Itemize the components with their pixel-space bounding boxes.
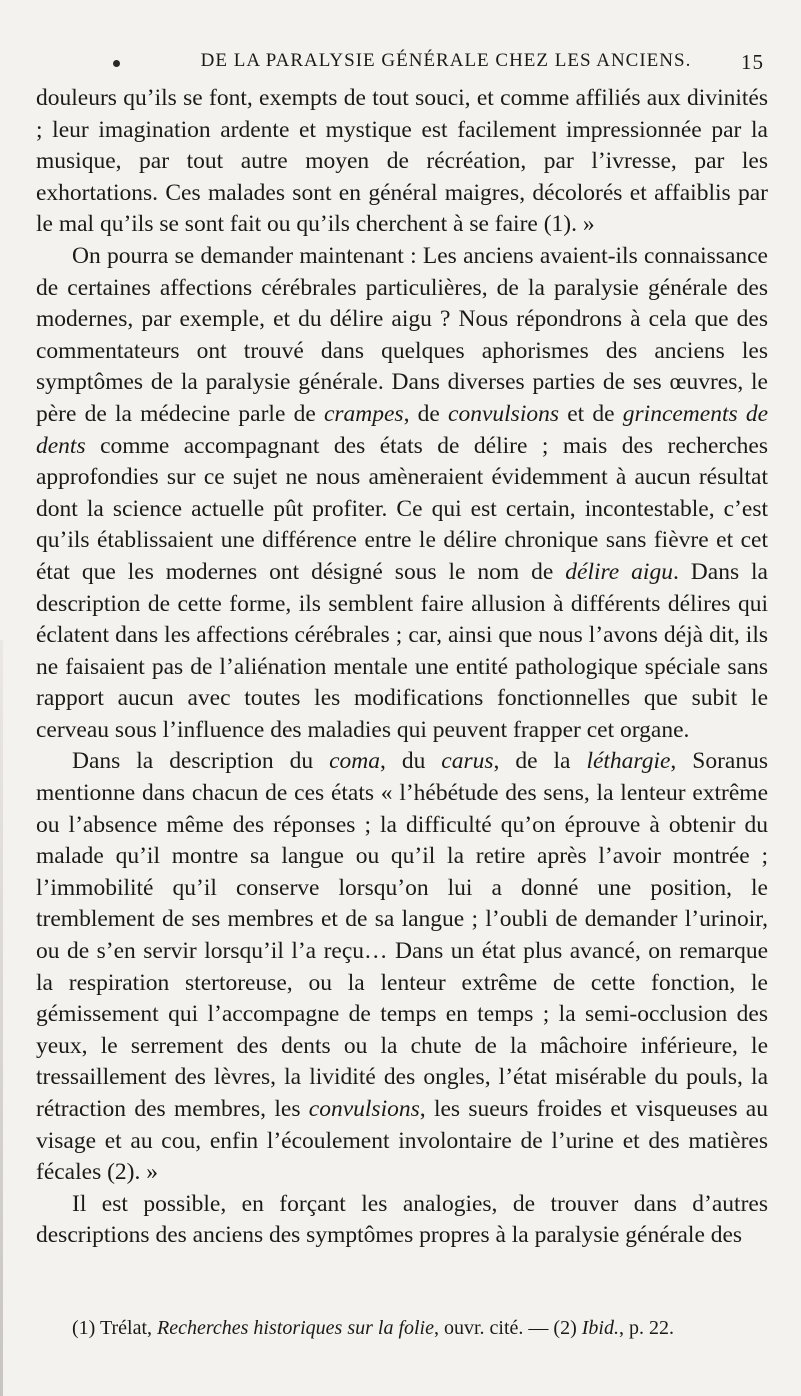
text-run: , Soranus mentionne dans chacun de ces états « l’hébétude des sens, la lenteur extrême ou l’absence même des réponses ; la difficulté qu’on éprouve à obtenir du malade qu’il montre sa langue ou qu’il la retire après l’avoir montrée ; l’immobilité qu’il conserve lorsqu’on lui a donné une position, le tremblement de ses membres et de sa langue ; l’oubli de demander l’urinoir, ou de s’en servir lorsqu’il l’a reçu… Dans un état plus avancé, on remarque la respiration stertoreuse, ou la lenteur extrême de cette fonction, le gémissement qui l’accompagne de temps en temps ; la semi-occlusion des yeux, le serrement des dents ou la chute de la mâchoire inférieure, le tressaillement des lèvres, la lividité des ongles, l’état misérable du pouls, la rétraction des membres, les bbox=[36, 748, 768, 1122]
italic-term: Recherches historiques sur la folie bbox=[157, 1317, 434, 1339]
text-run: et de bbox=[559, 400, 623, 427]
text-run: On pourra se demander maintenant : Les anciens avaient-ils connaissance de certaines affections cérébrales particulières, de la paralysie générale des modernes, par exemple, et du délire aigu ? Nous répondrons à cela que des commentateurs ont trouvé dans quelques aphorismes des anciens les symptômes de la paralysie générale. Dans diverses parties de ses œuvres, le père de la médecine parle de bbox=[36, 242, 768, 427]
paragraph bbox=[36, 241, 768, 747]
page-number: 15 bbox=[741, 50, 764, 74]
running-title: DE LA PARALYSIE GÉNÉRALE CHEZ LES ANCIENS. bbox=[200, 50, 692, 71]
paragraph bbox=[36, 1189, 768, 1252]
text-run: , de la bbox=[493, 748, 587, 775]
italic-term: léthargie bbox=[586, 748, 671, 775]
text-run: , du bbox=[379, 748, 442, 775]
italic-term: crampes bbox=[323, 400, 404, 427]
italic-term: grincements de dents bbox=[36, 400, 769, 459]
running-header bbox=[128, 50, 764, 80]
italic-term: convulsions bbox=[308, 1096, 420, 1122]
page-edge-shadow bbox=[0, 640, 3, 1396]
italic-term: coma bbox=[329, 748, 380, 775]
text-run: Dans la description du bbox=[72, 748, 330, 775]
text-run: comme accompagnant des états de délire ; mais des recherches approfondies sur ce sujet ne nous amèneraient évidemment à aucun résultat dont la science actuelle pût profiter. Ce qui est certain, incontestable, c’est qu’ils établissaient une différence entre le délire chronique sans fièvre et cet état que les modernes ont désigné sous le nom de bbox=[36, 432, 768, 585]
italic-term: carus bbox=[441, 748, 494, 775]
text-run: , les sueurs froides et visqueuses au visage et au cou, enfin l’écoulement involontaire de l’urine et des matières fécales (2). » bbox=[36, 1096, 768, 1186]
text-run: , ouvr. cité. — (2) bbox=[434, 1317, 582, 1339]
paragraph bbox=[36, 746, 768, 1188]
body-text bbox=[36, 83, 768, 1252]
italic-term: convulsions bbox=[448, 400, 560, 427]
footnote-line bbox=[72, 1314, 768, 1342]
footnotes bbox=[36, 1314, 768, 1342]
paragraph bbox=[36, 83, 768, 241]
text-run: (1) Trélat, bbox=[72, 1317, 157, 1339]
ink-spot bbox=[113, 60, 120, 67]
text-run: Il est possible, en forçant les analogies, de trouver dans d’autres descriptions des anciens des symptômes propres à la paralysie générale des bbox=[36, 1190, 768, 1249]
italic-term: Ibid. bbox=[581, 1317, 619, 1339]
italic-term: délire aigu bbox=[565, 558, 673, 585]
text-run: , de bbox=[403, 400, 449, 427]
text-run: douleurs qu’ils se font, exempts de tout souci, et comme affiliés aux divinités ; leur imagination ardente et mystique est facilement impressionnée par la musique, par tout autre moyen de récréation, par l’ivresse, par les exhortations. Ces malades sont en général maigres, décolorés et affaiblis par le mal qu’ils se sont fait ou qu’ils cherchent à se faire (1). » bbox=[36, 85, 768, 238]
text-run: , p. 22. bbox=[618, 1317, 674, 1339]
text-run: . Dans la description de cette forme, ils semblent faire allusion à différents délires qui éclatent dans les affections cérébrales ; car, ainsi que nous l’avons déjà dit, ils ne faisaient pas de l’aliénation mentale une entité pathologique spéciale sans rapport aucun avec toutes les modifications fonctionnelles que subit le cerveau sous l’influence des maladies qui peuvent frapper cet organe. bbox=[36, 558, 768, 743]
